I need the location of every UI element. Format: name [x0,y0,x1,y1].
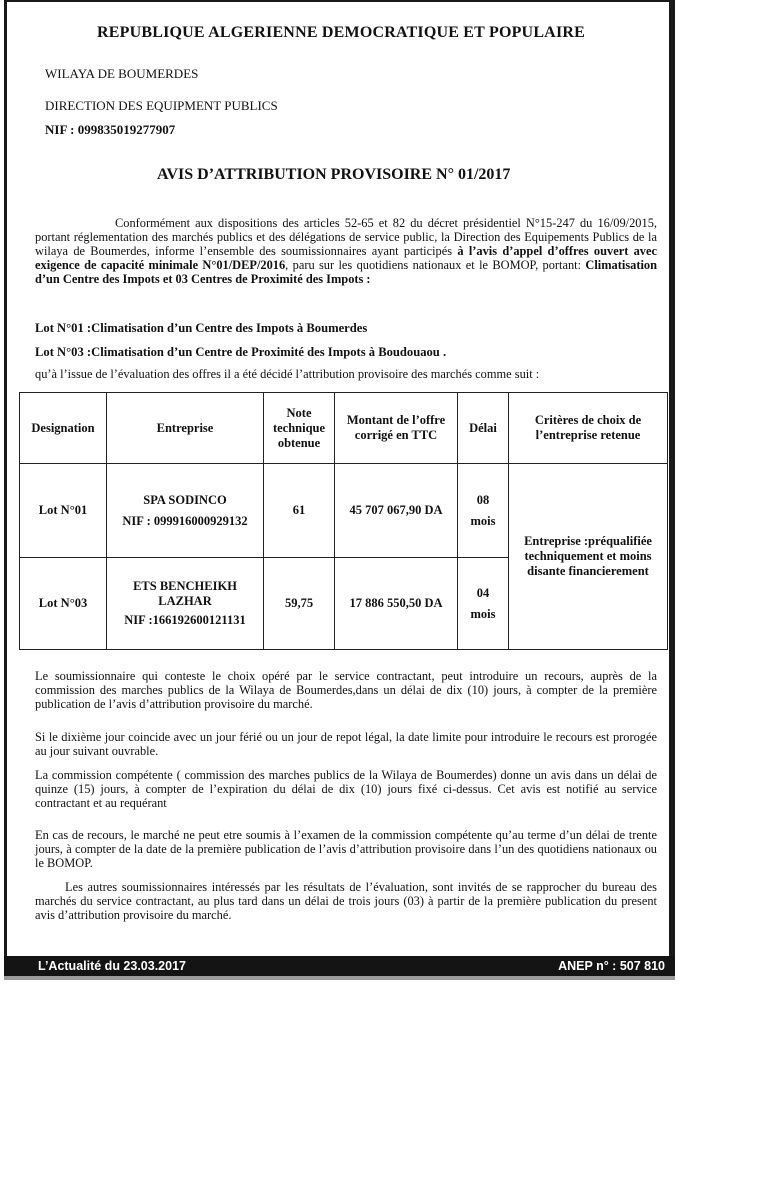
intro-bold-2: Climatisation d’un Centre des Impots et 03 Centres de Proximité des Impots : [35,258,657,286]
recourse-paragraph: Le soumissionnaire qui conteste le choix opéré par le service contractant, peut introduire un recours, auprès de la commission des marches publics de la Wilaya de Boumerdes,dans un délai de dix (10) jours, à compter de la première publication de l’avis d’attribution provisoire du marché. [35,669,657,711]
criteres-cell: Entreprise :préqualifiée techniquement et moins disante financierement [509,464,668,650]
row1-delai-unit: mois [470,513,496,528]
header-designation: Designation [20,393,107,464]
notice-sheet [4,0,675,978]
footer-publication: L’Actualité du 23.03.2017 [38,959,186,973]
commission-paragraph: La commission compétente ( commission des marches publics de la Wilaya de Boumerdes) donne un avis dans un délai de quinze (15) jours, à compter de l’expiration du délai de dix (10) jours fixé ci-dessus. Cet avis est notifié au service contractant et au requérant [35,768,657,810]
header-criteres: Critères de choix de l’entreprise retenue [509,393,668,464]
row1-entreprise [107,464,264,558]
row1-delai-num: 08 [476,492,490,507]
bottom-edge [4,976,675,980]
header-montant: Montant de l’offre corrigé en TTC [335,393,458,464]
direction-line: DIRECTION DES EQUIPMENT PUBLICS [45,98,278,113]
issue-line: qu’à l’issue de l’évaluation des offres il a été décidé l’attribution provisoire des marchés comme suit : [35,367,540,381]
notice-title: AVIS D’ATTRIBUTION PROVISOIRE N° 01/2017 [157,166,511,183]
lot-line-03: Lot N°03 :Climatisation d’un Centre de Proximité des Impots à Boudouaou . [35,345,447,359]
intro-text-2: , paru sur les quotidiens nationaux et le BOMOP, portant: [285,258,586,272]
row1-note: 61 [264,464,335,558]
row1-entreprise-nif: NIF : 099916000929132 [122,513,248,528]
review-paragraph: En cas de recours, le marché ne peut etre soumis à l’examen de la commission compétente qu’au terme d’un délai de trente jours, à compter de la date de la première publication de l’avis d’attribution provisoire dans l’un des quotidiens nationaux ou le BOMOP. [35,828,657,870]
header-delai: Délai [458,393,509,464]
table-row [20,464,668,558]
row2-entreprise [107,558,264,650]
row2-entreprise-name: ETS BENCHEIKH LAZHAR [133,579,237,608]
row2-note: 59,75 [264,558,335,650]
row2-delai-unit: mois [470,606,496,621]
row2-delai-num: 04 [476,585,490,600]
table-header-row [20,393,668,464]
other-bidders-paragraph: Les autres soumissionnaires intéressés par les résultats de l’évaluation, sont invités de se rapprocher du bureau des marchés du service contractant, au plus tard dans un délai de trois jours (03) à partir de la première publication du present avis d’attribution provisoire du marché. [35,880,657,922]
award-table [19,392,668,650]
lot-line-01: Lot N°01 :Climatisation d’un Centre des Impots à Boumerdes [35,321,368,335]
row2-montant: 17 886 550,50 DA [335,558,458,650]
row2-entreprise-nif: NIF :166192600121131 [124,613,246,627]
wilaya-line: WILAYA DE BOUMERDES [45,66,199,81]
row1-delai [458,464,509,558]
intro-text-1: Conformément aux dispositions des articles 52-65 et 82 du décret présidentiel N°15-247 du 16/09/2015, portant réglementation des marchés publics et des délégations de service public, la Direction des Equipements Publics de la wilaya de Boumerdes, informe l’ensemble des soumissionnaires ayant participés [35,216,657,258]
row2-designation: Lot N°03 [20,558,107,650]
row1-designation: Lot N°01 [20,464,107,558]
header-entreprise: Entreprise [107,393,264,464]
header-note: Note technique obtenue [264,393,335,464]
row1-entreprise-name: SPA SODINCO [143,492,227,507]
publication-footer [4,956,675,978]
row2-delai [458,558,509,650]
country-heading: REPUBLIQUE ALGERIENNE DEMOCRATIQUE ET POPULAIRE [97,24,585,41]
intro-bold-1: à l’avis d’appel d’offres ouvert avec exigence de capacité minimale N°01/DEP/2016 [35,244,657,272]
footer-anep-number: ANEP n° : 507 810 [558,959,665,973]
row1-montant: 45 707 067,90 DA [335,464,458,558]
holiday-paragraph: Si le dixième jour coincide avec un jour férié ou un jour de repot légal, la date limite pour introduire le recours est prorogée au jour suivant ouvrable. [35,730,657,758]
nif-line: NIF : 099835019277907 [45,122,176,137]
intro-paragraph [35,216,657,286]
